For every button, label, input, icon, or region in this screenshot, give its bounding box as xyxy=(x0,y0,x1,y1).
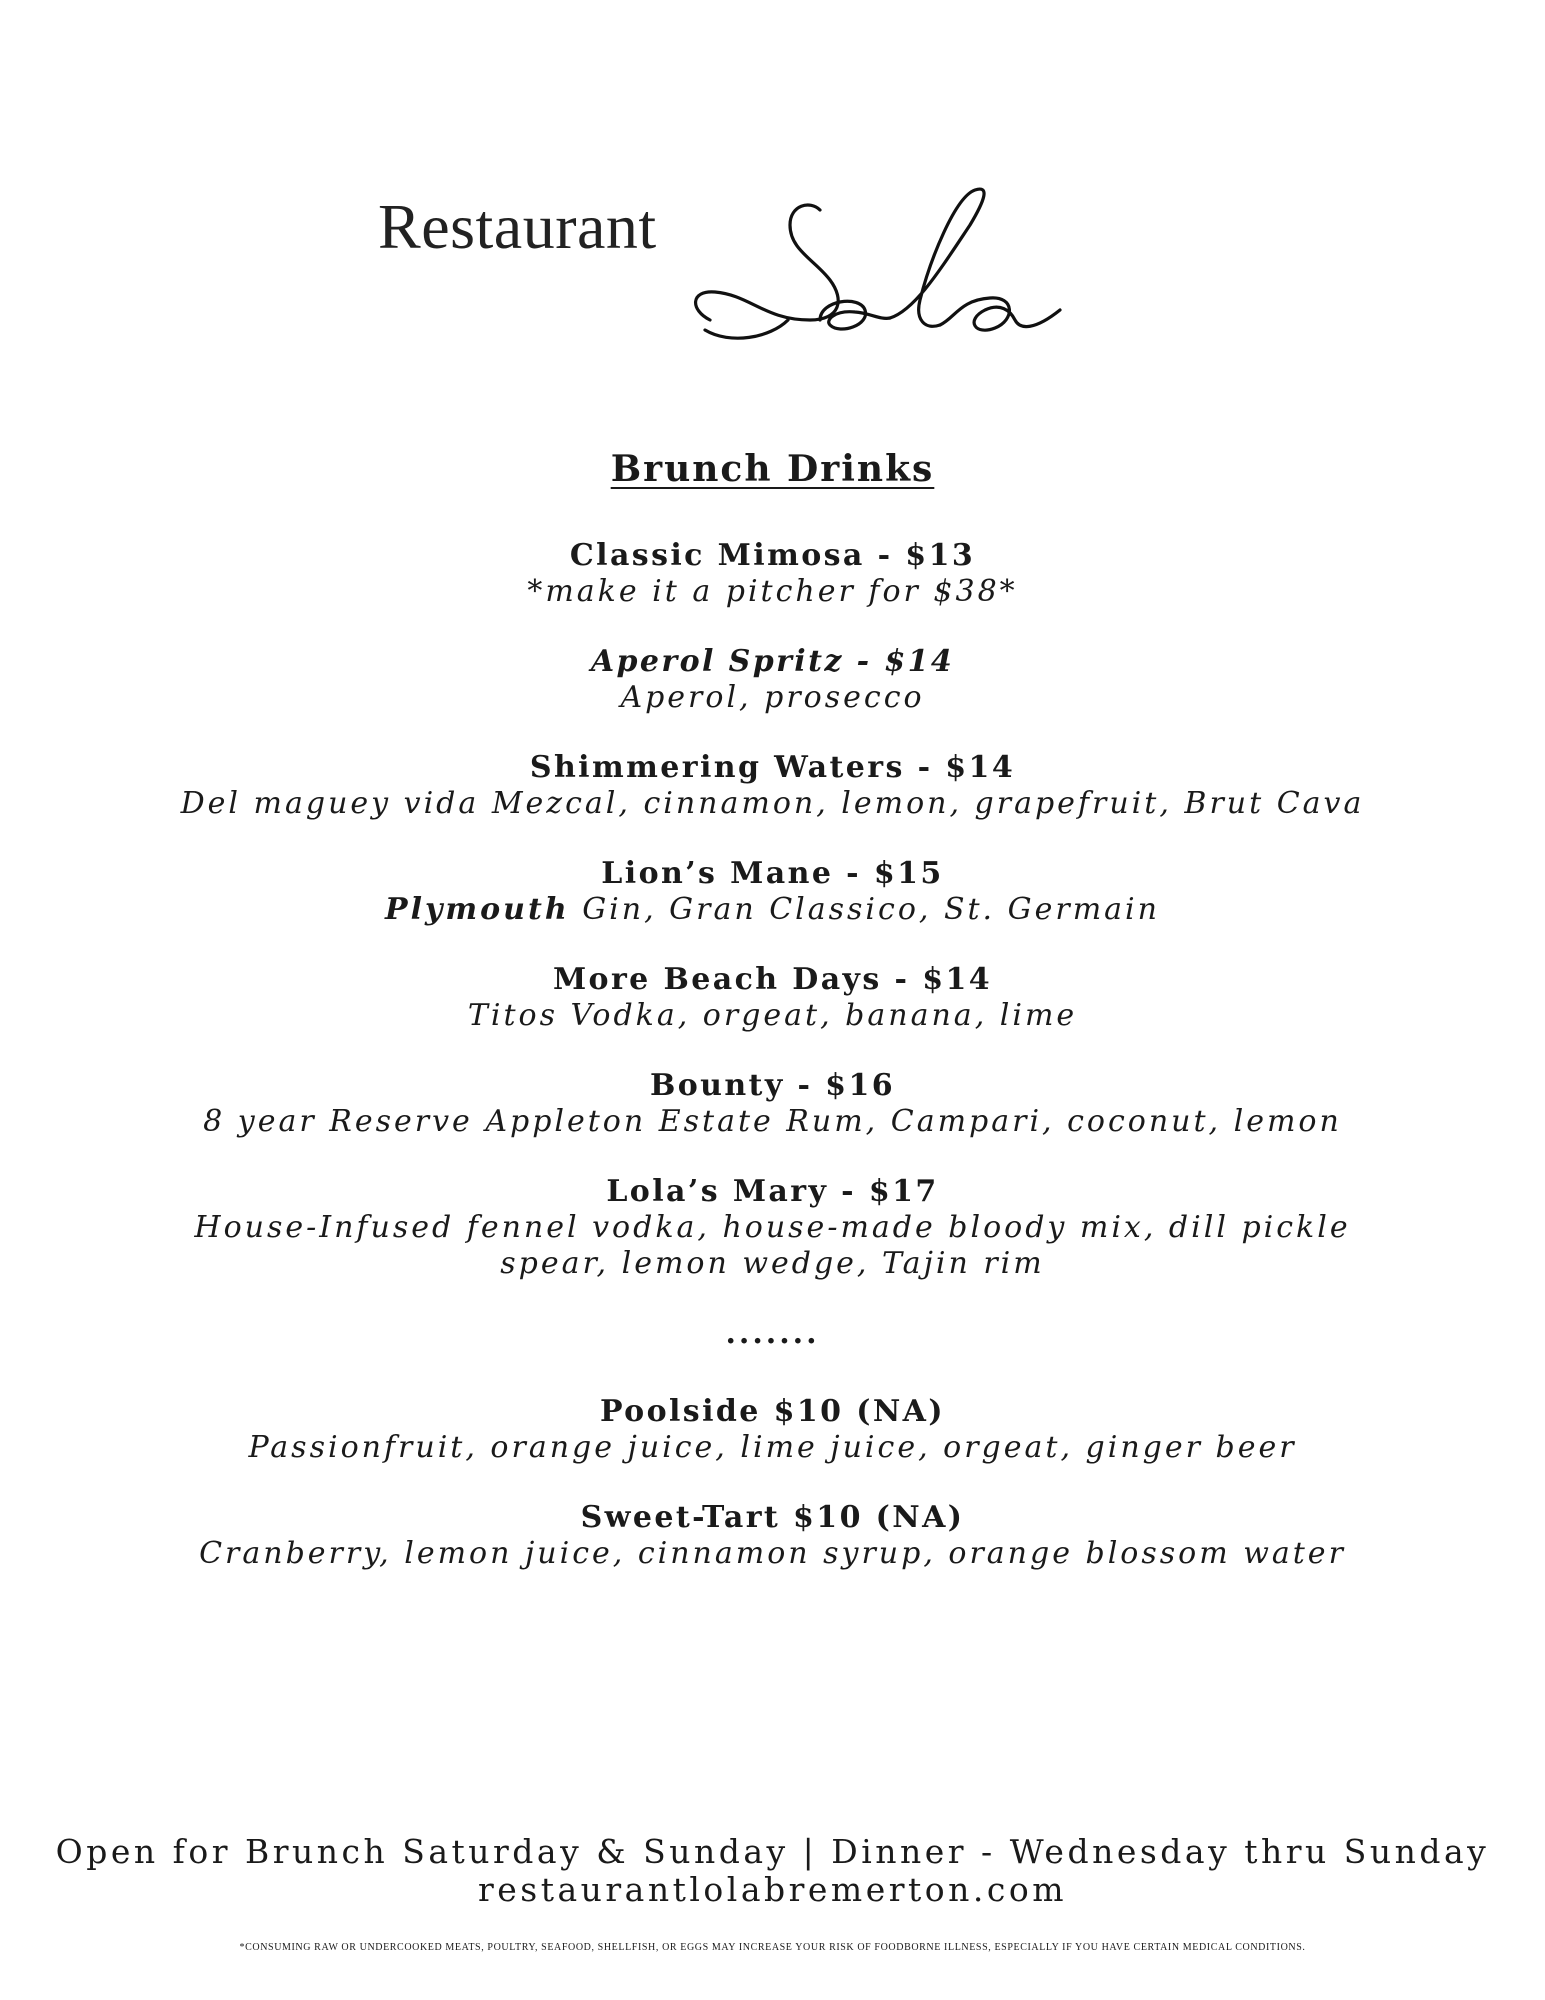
item-description xyxy=(0,892,1545,928)
menu-item xyxy=(0,750,1545,822)
drinks-menu xyxy=(0,538,1545,1606)
section-title xyxy=(0,448,1545,490)
na-menu-item xyxy=(0,1500,1545,1572)
item-description: Aperol, prosecco xyxy=(620,680,925,715)
health-disclaimer: *CONSUMING RAW OR UNDERCOOKED MEATS, POULTRY, SEAFOOD, SHELLFISH, OR EGGS MAY INCREASE YOUR RISK OF FOODBORNE ILLNESS, ESPECIALLY IF YOU HAVE CERTAIN MEDICAL CONDITIONS. xyxy=(239,1942,1306,1953)
menu-item xyxy=(0,1174,1545,1282)
item-description: House-Infused fennel vodka, house-made bloody mix, dill pickle xyxy=(194,1210,1351,1245)
menu-item xyxy=(0,644,1545,716)
section-title-text: Brunch Drinks xyxy=(610,448,935,490)
item-name: Bounty - $16 xyxy=(649,1068,896,1103)
menu-item xyxy=(0,538,1545,610)
menu-item xyxy=(0,962,1545,1034)
logo-wordmark: Restaurant xyxy=(378,191,657,262)
item-name: Classic Mimosa - $13 xyxy=(569,538,976,573)
item-name: Poolside $10 (NA) xyxy=(600,1394,945,1429)
item-description: 8 year Reserve Appleton Estate Rum, Campari, coconut, lemon xyxy=(203,1104,1342,1139)
opening-hours: Open for Brunch Saturday & Sunday | Dinner - Wednesday thru Sunday xyxy=(55,1832,1490,1871)
item-price: - $14 xyxy=(843,644,955,679)
item-description: *make it a pitcher for $38* xyxy=(527,574,1018,609)
item-description: Del maguey vida Mezcal, cinnamon, lemon, grapefruit, Brut Cava xyxy=(180,786,1365,821)
item-description: Passionfruit, orange juice, lime juice, orgeat, ginger beer xyxy=(248,1430,1297,1465)
menu-item xyxy=(0,856,1545,928)
website-link[interactable]: restaurantlolabremerton.com xyxy=(477,1870,1068,1909)
item-name: More Beach Days - $14 xyxy=(552,962,993,997)
menu-item xyxy=(0,1068,1545,1140)
logo-script-lola xyxy=(670,170,1090,370)
footer xyxy=(0,1833,1545,1909)
item-name: Shimmering Waters - $14 xyxy=(529,750,1016,785)
section-divider: ....... xyxy=(725,1316,820,1351)
item-name xyxy=(0,644,1545,680)
item-name: Lola’s Mary - $17 xyxy=(606,1174,939,1209)
item-description-rest: Gin, Gran Classico, St. Germain xyxy=(569,892,1160,927)
item-name: Lion’s Mane - $15 xyxy=(601,856,944,891)
item-description: Titos Vodka, orgeat, banana, lime xyxy=(467,998,1078,1033)
item-description: Cranberry, lemon juice, cinnamon syrup, orange blossom water xyxy=(199,1536,1346,1571)
item-description-continued: spear, lemon wedge, Tajin rim xyxy=(500,1246,1045,1281)
na-menu-item xyxy=(0,1394,1545,1466)
item-description-bold: Plymouth xyxy=(385,892,570,927)
restaurant-logo xyxy=(370,170,1090,370)
item-name-italic: Aperol Spritz xyxy=(590,644,844,679)
item-name: Sweet-Tart $10 (NA) xyxy=(580,1500,965,1535)
